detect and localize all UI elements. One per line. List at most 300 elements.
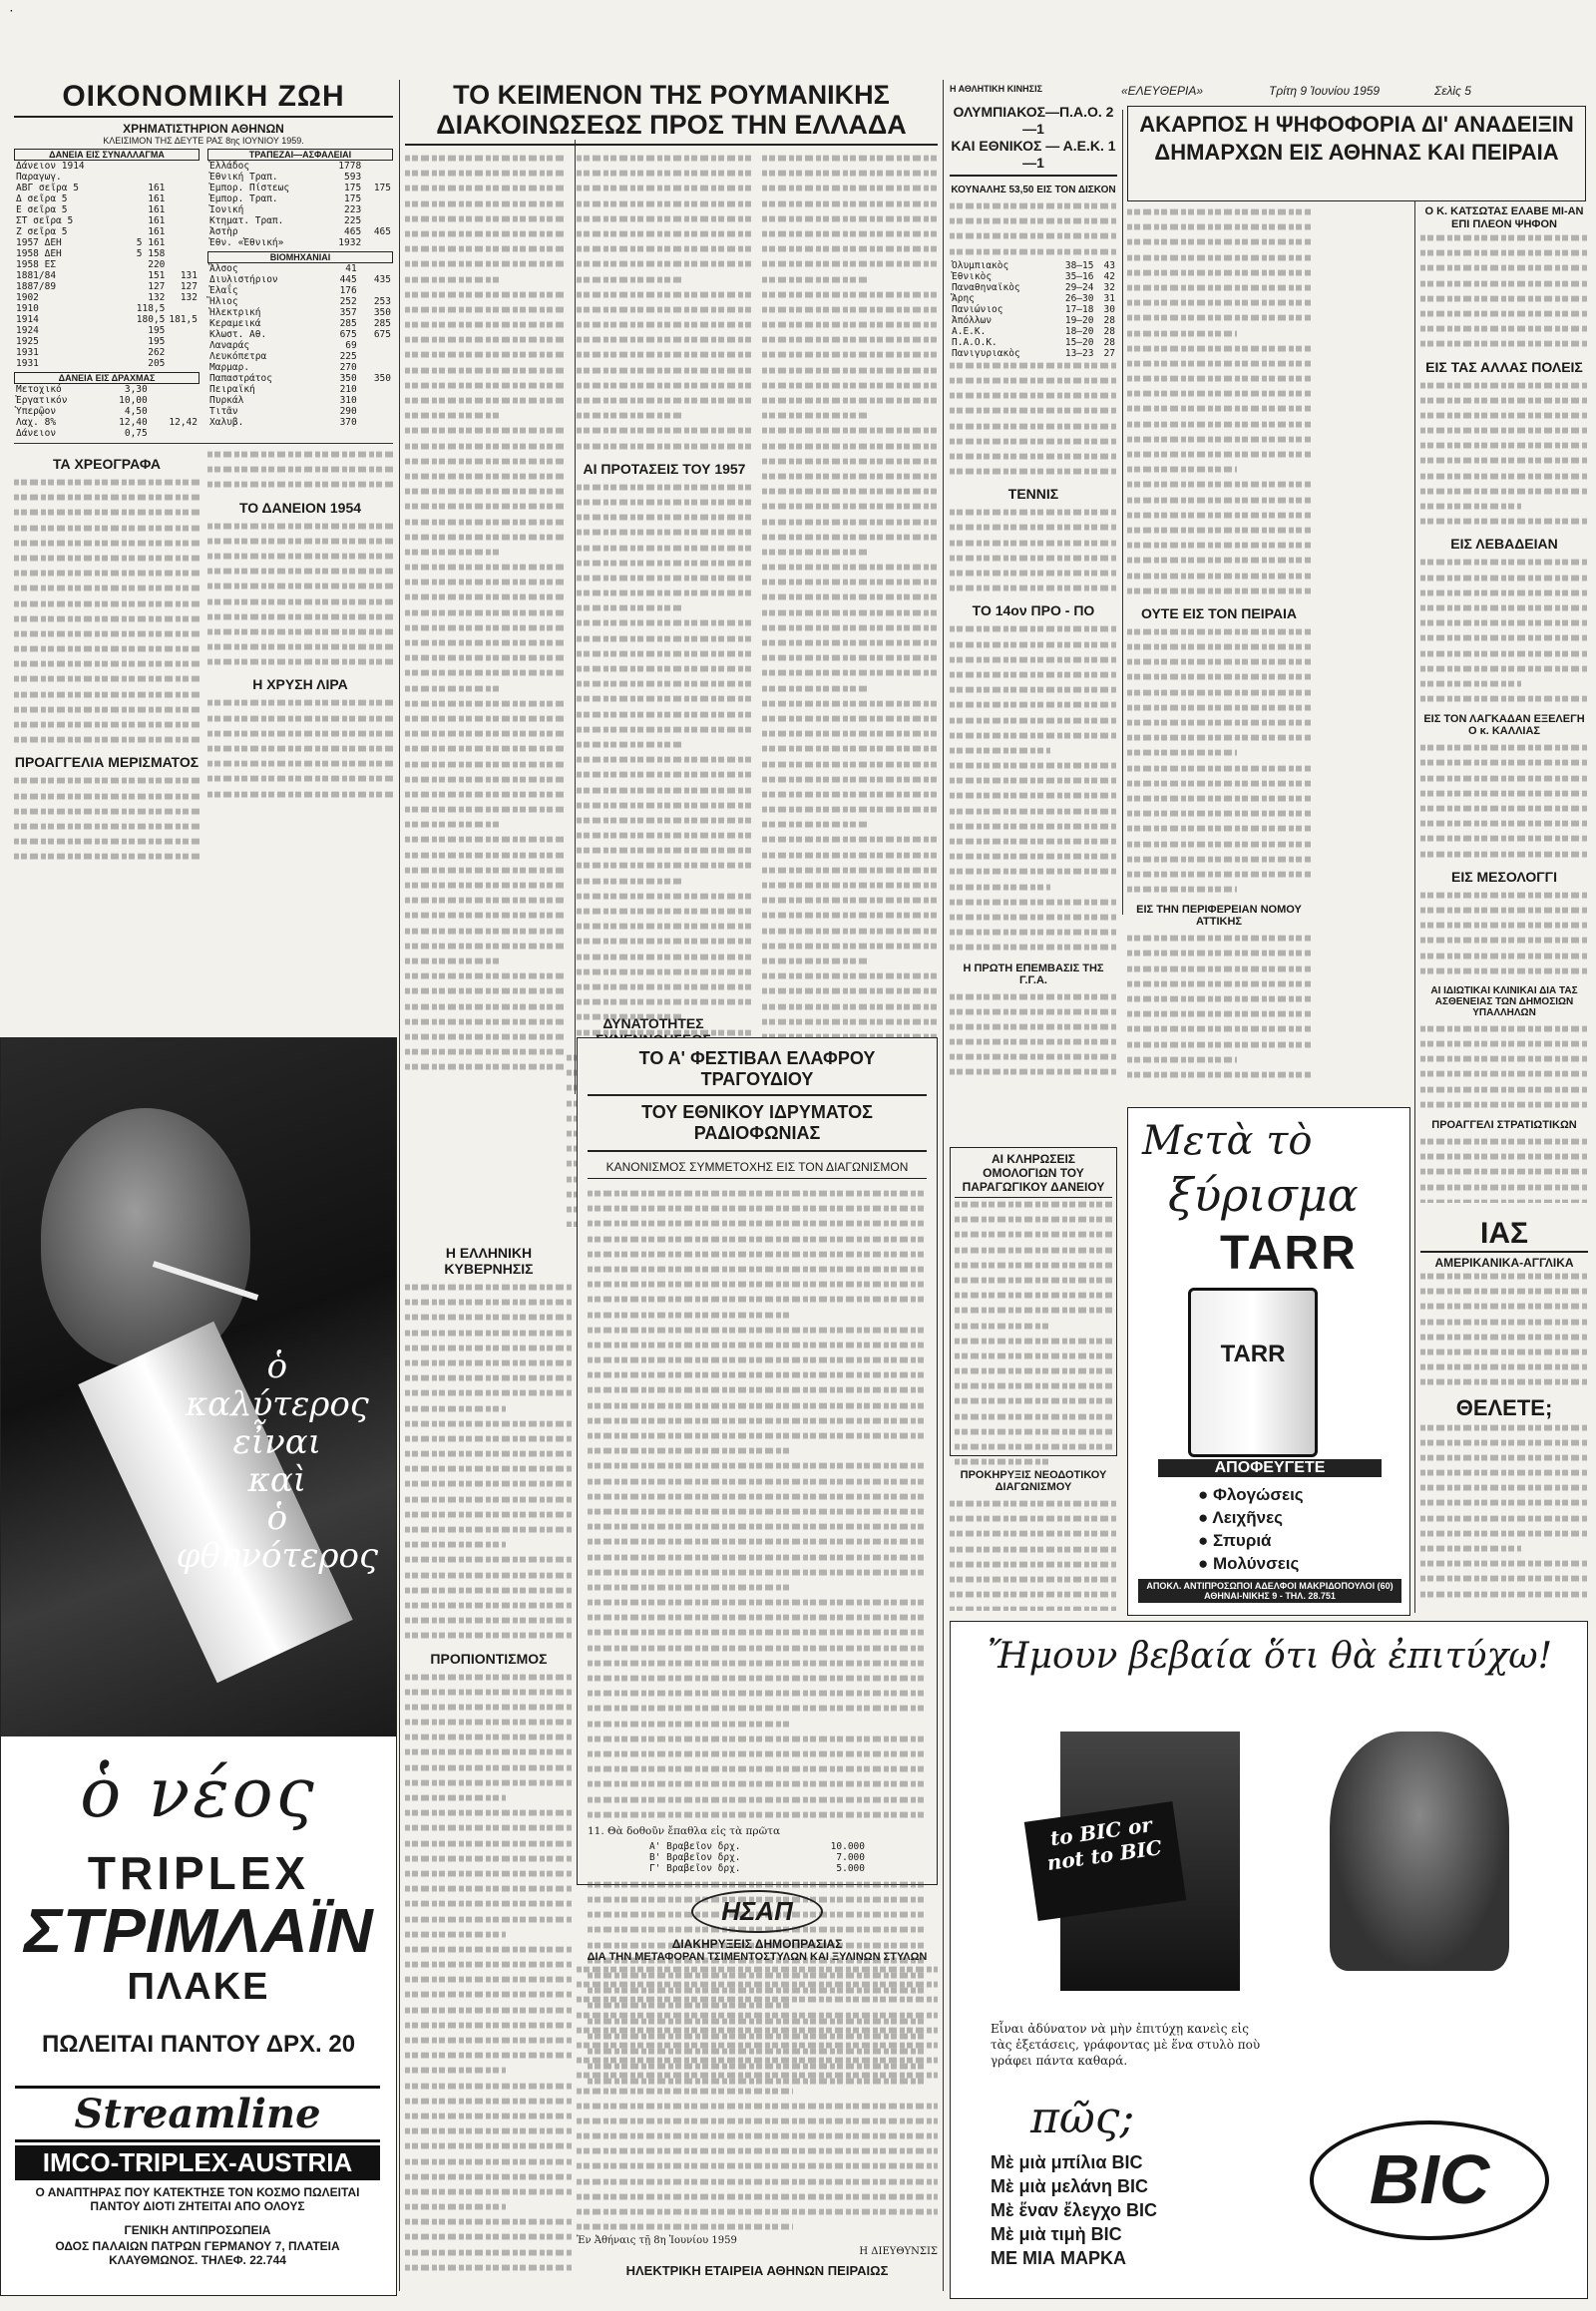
body-text-line — [950, 1546, 1117, 1552]
body-text-line — [588, 1343, 927, 1348]
col2-lower-left — [405, 1237, 573, 2294]
body-text-line — [405, 959, 502, 964]
body-text-line — [405, 1018, 567, 1024]
loan-row-cell: 132 — [180, 292, 198, 303]
body-text-line — [405, 413, 502, 419]
body-text-line — [405, 1795, 506, 1801]
body-text-line — [1420, 413, 1588, 419]
industry-row — [207, 307, 393, 318]
body-text-line — [1127, 750, 1237, 756]
standing-row-cell: 31 — [1103, 292, 1115, 304]
bond-draw-box — [950, 1147, 1117, 1456]
body-text-line — [588, 1282, 927, 1288]
body-text-line — [1127, 315, 1311, 321]
body-text-line — [588, 1267, 927, 1273]
body-text-line — [950, 945, 1117, 951]
body-text-line — [762, 731, 938, 737]
body-text-line — [1420, 1561, 1588, 1567]
standing-row-cell: 28 — [1103, 314, 1115, 326]
body-text-line — [405, 1405, 506, 1411]
body-text-line — [762, 565, 938, 571]
body-text-line — [577, 186, 752, 192]
loan-row-cell: 195 — [148, 325, 166, 336]
body-text-line — [405, 1603, 573, 1609]
body-text-line — [588, 1539, 927, 1545]
body-text-line — [405, 1886, 573, 1892]
body-text-line — [950, 1607, 1117, 1611]
body-text-line — [577, 576, 752, 581]
body-text-line — [577, 484, 752, 490]
drachma-loan-row-cell: 12,42 — [169, 417, 198, 428]
body-text-line — [588, 1660, 927, 1666]
body-text-line — [1420, 696, 1588, 702]
body-text-line — [405, 443, 567, 449]
body-text-line — [1127, 436, 1311, 442]
loan-row-cell: 262 — [148, 347, 166, 358]
bank-row — [207, 161, 393, 172]
loan-row-cell: Ε σεῖρα 5 — [16, 204, 68, 215]
body-text-line — [762, 792, 938, 798]
tarr-benefit-item: ● Φλογώσεις — [1198, 1485, 1304, 1504]
body-text-line — [405, 1049, 567, 1055]
loan-row-cell — [167, 248, 200, 259]
body-text-line — [950, 362, 1117, 368]
body-text-line — [405, 2038, 573, 2044]
body-text-line — [762, 215, 938, 221]
loan-row-cell — [167, 259, 200, 270]
body-text-line — [405, 1436, 573, 1442]
industry-row — [207, 373, 393, 384]
body-text-line — [405, 474, 567, 480]
body-text-line — [1420, 1334, 1588, 1340]
body-text-line — [950, 218, 1117, 224]
body-text-line — [577, 2163, 938, 2169]
body-text-line — [577, 2043, 938, 2049]
body-text-line — [405, 2204, 506, 2210]
drachma-table-head: ΔΑΝΕΙΑ ΕΙΣ ΔΡΑΧΜΑΣ — [14, 372, 200, 384]
industry-row-cell — [359, 417, 393, 428]
hsap-company: ΗΛΕΚΤΡΙΚΗ ΕΤΑΙΡΕΙΑ ΑΘΗΝΩΝ ΠΕΙΡΑΙΩΣ — [625, 2263, 889, 2279]
prize-table — [647, 1841, 867, 1874]
loan-row-cell: 131 — [180, 270, 198, 281]
body-text-line — [405, 2249, 573, 2255]
agency-address: ΟΔΟΣ ΠΑΛΑΙΩΝ ΠΑΤΡΩΝ ΓΕΡΜΑΝΟΥ 7, ΠΛΑΤΕΙΑ ΚΛΑΥΘΜΩΝΟΣ. ΤΗΛΕΦ. 22.744 — [55, 2239, 340, 2267]
standing-row — [950, 282, 1117, 293]
festival-rules-title: ΚΑΝΟΝΙΣΜΟΣ ΣΥΜΜΕΤΟΧΗΣ ΕΙΣ ΤΟΝ ΔΙΑΓΩΝΙΣΜΟΝ — [588, 1160, 927, 1179]
body-text-line — [577, 367, 752, 373]
product-name-2: ΠΛΑΚΕ — [127, 1966, 270, 2008]
body-text-line — [1420, 806, 1588, 812]
body-text-line — [577, 605, 682, 611]
product-name: ΣΤΡΙΜΛΑΪΝ — [24, 1897, 373, 1966]
body-text-line — [1420, 1439, 1588, 1445]
triplex-lighter-ad — [0, 1037, 397, 2296]
body-text-line — [405, 550, 502, 556]
body-text-line — [405, 685, 502, 691]
body-text-line — [1127, 285, 1311, 291]
body-text-line — [588, 1645, 927, 1651]
industry-row-cell: 290 — [339, 406, 357, 417]
body-text-line — [1420, 745, 1588, 751]
bic-feature-line: Μὲ μιὰ μελάνη BIC — [991, 2176, 1149, 2196]
body-text-line — [577, 1997, 938, 2003]
loan-row-cell — [167, 226, 200, 237]
body-text-line — [405, 1810, 573, 1816]
drachma-loan-row — [14, 428, 200, 439]
tarr-bottle-label: TARR — [1220, 1341, 1286, 1367]
body-text-line — [405, 640, 567, 646]
body-text-line — [405, 428, 567, 434]
standing-row-cell: Ὀλυμπιακὸς — [952, 259, 1009, 271]
body-text-line — [950, 656, 1117, 662]
face-photo — [41, 1108, 250, 1367]
bank-row — [207, 204, 393, 215]
body-text-line — [1420, 235, 1588, 241]
industry-row-cell: Λαναράς — [209, 340, 250, 351]
body-text-line — [405, 579, 567, 585]
body-text-line — [762, 352, 938, 358]
body-text-line — [1420, 923, 1588, 929]
gold-heading: Η ΧΡΥΣΗ ΛΙΡΑ — [252, 676, 348, 693]
body-text-line — [1420, 1591, 1588, 1597]
body-text-line — [577, 171, 752, 177]
body-text-line — [577, 984, 752, 990]
body-text-line — [588, 1524, 927, 1530]
loan-row-cell: Ζ σεῖρα 5 — [16, 226, 68, 237]
loan-row-cell: 195 — [148, 336, 166, 347]
standing-row — [950, 260, 1117, 271]
body-text-line — [405, 519, 567, 525]
body-text-line — [955, 1368, 1112, 1374]
standing-row-cell: 28 — [1103, 325, 1115, 337]
body-text-line — [588, 1735, 927, 1741]
loan1954-heading: ΤΟ ΔΑΝΕΙΟΝ 1954 — [238, 499, 362, 516]
body-text-line — [762, 883, 938, 889]
ias-title: ΙΑΣ — [1420, 1217, 1588, 1253]
loans-table — [14, 149, 200, 439]
body-text-line — [950, 1069, 1117, 1075]
body-text-line — [577, 635, 752, 641]
industry-row-cell: 350 — [373, 307, 391, 318]
body-text-line — [1420, 1086, 1588, 1092]
body-text-line — [950, 915, 1117, 921]
bic-logo: BIC — [1310, 2120, 1549, 2240]
elections-col-a — [1127, 205, 1311, 1103]
tarr-benefit-item: ● Λειχῆνες — [1198, 1508, 1284, 1527]
body-text-line — [762, 624, 938, 630]
body-text-line — [955, 1338, 1112, 1344]
body-text-line — [405, 1720, 573, 1726]
body-text-line — [1420, 458, 1588, 464]
body-text-line — [1127, 1041, 1311, 1047]
standing-row-cell: Ἀπόλλων — [952, 314, 993, 326]
body-text-line — [950, 993, 1117, 999]
slogan-word: καὶ — [247, 1460, 307, 1500]
industry-row-cell: 253 — [373, 296, 391, 307]
loan-row — [14, 215, 200, 226]
body-text-line — [588, 1236, 927, 1242]
price-line: ΠΩΛΕΙΤΑΙ ΠΑΝΤΟΥ ΔΡΧ. 20 — [41, 2031, 356, 2058]
body-text-line — [405, 534, 567, 540]
securities-article — [14, 448, 200, 866]
greek-govt-heading: Η ΕΛΛΗΝΙΚΗ ΚΥΒΕΡΝΗΣΙΣ — [444, 1245, 534, 1277]
industry-row-cell: Τιτᾶν — [209, 406, 238, 417]
standing-row — [950, 348, 1117, 359]
festival-notice — [577, 1037, 938, 1885]
body-text-line — [950, 854, 1117, 860]
body-text-line — [405, 186, 567, 192]
body-text-line — [762, 398, 938, 404]
military-heading: ΠΡΟΑΓΓΕΛΙ ΣΤΡΑΤΙΩΤΙΚΩΝ — [1431, 1119, 1577, 1131]
body-text-line — [762, 928, 938, 934]
industry-row-cell — [359, 285, 393, 296]
body-text-line — [588, 1706, 927, 1712]
drachma-loan-row-cell: Ἐργατικόν — [16, 395, 68, 406]
loan-row-cell — [167, 325, 200, 336]
clinics-heading: ΑΙ ΙΔΙΩΤΙΚΑΙ ΚΛΙΝΙΚΑΙ ΔΙΑ ΤΑΣ ΑΣΘΕΝΕΙΑΣ ΤΩΝ ΔΗΜΟΣΙΩΝ ΥΠΑΛΛΗΛΩΝ — [1430, 984, 1578, 1018]
industry-row-cell — [359, 395, 393, 406]
body-text-line — [405, 156, 567, 162]
body-text-line — [1420, 473, 1588, 479]
industry-row-cell: 225 — [339, 351, 357, 362]
body-text-line — [1127, 780, 1311, 786]
body-text-line — [405, 761, 567, 767]
body-text-line — [1127, 629, 1311, 635]
body-text-line — [762, 171, 938, 177]
bic-feature-line: Μὲ μιὰ μπίλια BIC — [991, 2152, 1143, 2172]
body-text-line — [588, 1191, 927, 1197]
body-text-line — [1420, 1500, 1588, 1506]
body-text-line — [955, 1413, 1112, 1419]
prize-row — [647, 1863, 867, 1874]
loan-row-cell: 205 — [148, 358, 166, 369]
prize-row-cell: Γ' Βραβεῖον δρχ. — [649, 1862, 741, 1874]
standing-row-cell: 42 — [1103, 270, 1115, 282]
body-text-line — [405, 1962, 573, 1968]
loan-row-cell: 1924 — [16, 325, 39, 336]
agency-label: ΓΕΝΙΚΗ ΑΝΤΙΠΡΟΣΩΠΕΙΑ — [124, 2223, 271, 2237]
prize-row — [647, 1841, 867, 1852]
body-text-line — [588, 1387, 927, 1393]
bank-row-cell: 225 — [344, 215, 362, 226]
body-text-line — [1420, 1485, 1588, 1491]
body-text-line — [955, 1428, 1112, 1434]
body-text-line — [1420, 1304, 1588, 1310]
loan-row — [14, 226, 200, 237]
body-text-line — [1127, 239, 1311, 245]
bic-feature-line: Μὲ μιὰ τιμὴ BIC — [991, 2224, 1122, 2244]
body-text-line — [588, 1882, 927, 1888]
industry-row-cell — [359, 263, 393, 274]
body-text-line — [1420, 1455, 1588, 1461]
drachma-loan-row-cell: 12,40 — [119, 417, 148, 428]
bank-row-cell: Ἐθνική Τραπ. — [209, 172, 278, 183]
loan-row — [14, 347, 200, 358]
body-text-line — [577, 696, 752, 702]
body-text-line — [405, 337, 567, 343]
body-text-line — [577, 398, 752, 404]
loan-row-cell: 1881/84 — [16, 270, 57, 281]
body-text-line — [577, 939, 752, 945]
body-text-line — [405, 1390, 573, 1396]
body-text-line — [405, 1300, 573, 1306]
industry-row-cell: Μαρμαρ. — [209, 362, 250, 373]
body-text-line — [1127, 421, 1311, 427]
body-text-line — [762, 367, 938, 373]
standing-row-cell: 29—24 — [1064, 281, 1094, 293]
body-text-line — [1420, 1101, 1588, 1107]
body-text-line — [1127, 720, 1311, 726]
bank-row — [207, 226, 393, 237]
bank-row-cell: Ἰονική — [209, 204, 244, 215]
bank-row-cell: 175 — [344, 193, 362, 204]
body-text-line — [762, 898, 938, 904]
body-text-line — [405, 1779, 573, 1785]
body-text-line — [588, 1357, 927, 1363]
body-text-line — [1127, 826, 1311, 832]
loan-row-cell: 161 — [148, 193, 166, 204]
loan-row — [14, 259, 200, 270]
loan-row-cell: 118,5 — [136, 303, 166, 314]
body-text-line — [405, 655, 567, 661]
loan-row-cell: 1925 — [16, 336, 39, 347]
body-text-line — [1420, 775, 1588, 781]
body-text-line — [577, 2118, 938, 2124]
body-text-line — [405, 1916, 573, 1922]
body-text-line — [1127, 1026, 1311, 1032]
industry-row-cell — [359, 351, 393, 362]
body-text-line — [950, 585, 1117, 591]
proposals-heading: ΑΙ ΠΡΟΤΑΣΕΙΣ ΤΟΥ 1957 — [583, 460, 746, 477]
body-text-line — [1127, 361, 1311, 367]
body-text-line — [577, 215, 752, 221]
body-text-line — [955, 1262, 1112, 1268]
body-text-line — [588, 1478, 927, 1484]
body-text-line — [577, 2224, 793, 2230]
bank-row-cell: Ἐμπορ. Πίστεως — [209, 183, 290, 193]
loan-row — [14, 237, 200, 248]
body-text-line — [405, 943, 567, 949]
body-text-line — [577, 954, 752, 960]
body-text-line — [577, 515, 752, 521]
body-text-line — [950, 687, 1117, 693]
body-text-line — [1420, 519, 1588, 525]
body-text-line — [577, 307, 752, 313]
industry-row-cell — [359, 362, 393, 373]
body-text-line — [1127, 936, 1311, 942]
body-text-line — [762, 489, 938, 495]
body-text-line — [405, 246, 567, 252]
standing-row-cell: 30 — [1103, 303, 1115, 315]
body-text-line — [762, 761, 938, 767]
standing-row-cell: Α.Ε.Κ. — [952, 325, 987, 337]
loan-row — [14, 336, 200, 347]
body-text-line — [955, 1323, 1049, 1329]
body-text-line — [950, 469, 1117, 475]
body-text-line — [1420, 504, 1521, 510]
page-label: Σελὶς 5 — [1434, 84, 1471, 98]
standing-row-cell: 32 — [1103, 281, 1115, 293]
column-rule — [399, 80, 400, 2291]
body-text-line — [405, 1587, 573, 1593]
body-text-line — [1420, 908, 1588, 914]
body-text-line — [405, 1855, 573, 1861]
body-text-line — [762, 519, 938, 525]
festival-title-2: ΤΟΥ ΕΘΝΙΚΟΥ ΙΔΡΥΜΑΤΟΣ ΡΑΔΙΟΦΩΝΙΑΣ — [588, 1096, 927, 1152]
body-text-line — [405, 1705, 573, 1711]
body-text-line — [1127, 704, 1311, 710]
body-text-line — [577, 2027, 938, 2033]
slogan-word: ὁ — [266, 1347, 288, 1386]
body-text-line — [577, 848, 752, 854]
preparation-heading: ΠΡΟΠΙΟΝΤΙΣΜΟΣ — [430, 1650, 548, 1667]
industry-row-cell: 350 — [339, 373, 357, 384]
body-text-line — [405, 2189, 573, 2195]
loan-row — [14, 303, 200, 314]
body-text-line — [950, 203, 1117, 209]
body-text-line — [405, 1633, 573, 1639]
standing-row-cell: Ἐθνικὸς — [952, 270, 993, 282]
body-text-line — [950, 1501, 1117, 1507]
body-text-line — [1420, 265, 1588, 271]
body-text-line — [577, 500, 752, 506]
loan-row-cell: 161 — [148, 183, 166, 193]
loan-row-cell: 132 — [148, 292, 166, 303]
photo-smoker — [1, 1038, 396, 1736]
body-text-line — [405, 700, 567, 706]
body-text-line — [950, 1592, 1117, 1598]
body-text-line — [950, 778, 1117, 784]
standing-row — [950, 293, 1117, 304]
body-text-line — [1420, 397, 1588, 403]
body-text-line — [1420, 1056, 1588, 1062]
bank-row-cell: 175 — [373, 183, 391, 193]
body-text-line — [950, 763, 1117, 769]
body-text-line — [762, 156, 938, 162]
loan-row-cell — [135, 161, 168, 183]
industries-table-head: ΒΙΟΜΗΧΑΝΙΑΙ — [207, 251, 393, 263]
hsap-notice-title: ΔΙΑΚΗΡΥΞΕΙΣ ΔΗΜΟΠΡΑΣΙΑΣ — [671, 1937, 843, 1951]
standing-row-cell: 35—16 — [1064, 270, 1094, 282]
sport-label: Η ΑΘΛΗΤΙΚΗ ΚΙΝΗΣΙΣ — [950, 84, 1042, 94]
body-text-line — [405, 1825, 573, 1831]
body-text-line — [577, 833, 752, 839]
body-text-line — [577, 650, 752, 656]
body-text-line — [588, 1509, 927, 1515]
prize-row-cell: 7.000 — [836, 1851, 865, 1863]
body-text-line — [1127, 224, 1311, 230]
body-text-line — [405, 1901, 573, 1907]
industry-row-cell: Κεραμεικά — [209, 318, 261, 329]
body-text-line — [588, 1206, 927, 1212]
loan-row-cell — [167, 193, 200, 204]
tarr-benefits-list — [1158, 1483, 1382, 1575]
industry-row — [207, 263, 393, 274]
body-text-line — [577, 261, 752, 267]
body-text-line — [950, 555, 1117, 561]
body-text-line — [405, 1064, 567, 1070]
body-text-line — [405, 883, 567, 889]
body-text-line — [577, 772, 752, 778]
body-text-line — [577, 2012, 938, 2018]
drachma-loan-row-cell: Δάνειον — [16, 428, 57, 439]
tarr-top-2: ξύρισμα — [1168, 1168, 1359, 1222]
avoid-banner: ΑΠΟΦΕΥΓΕΤΕ — [1158, 1459, 1382, 1477]
body-text-line — [588, 1251, 927, 1257]
lighter-slogan — [177, 1348, 378, 1575]
body-text-line — [577, 590, 752, 596]
banks-rows — [207, 161, 393, 248]
